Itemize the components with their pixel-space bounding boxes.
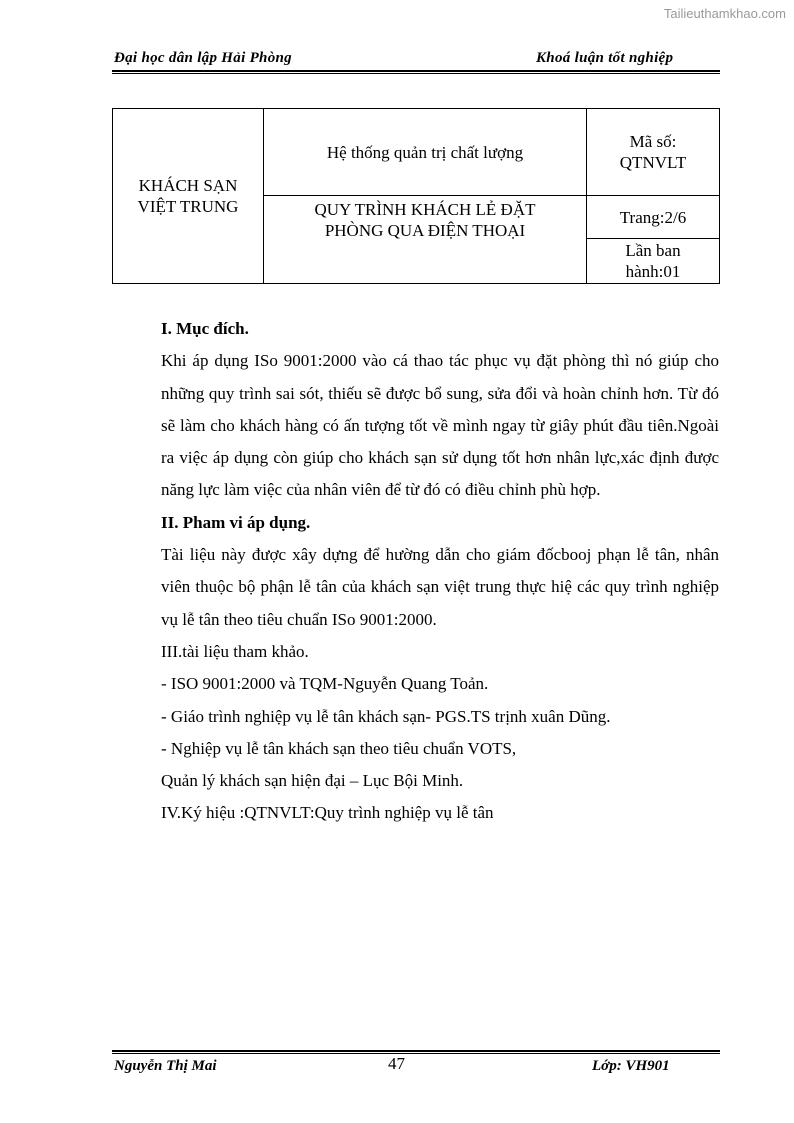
issue-line2: hành:01 (625, 262, 681, 281)
reference-item: - Giáo trình nghiệp vụ lễ tân khách sạn- PGS.TS trịnh xuân Dũng. (161, 706, 611, 726)
page-cell: Trang:2/6 (587, 196, 720, 239)
reference-item: - Nghiệp vụ lễ tân khách sạn theo tiêu chuẩn VOTS, (161, 738, 517, 758)
code-label: Mã số: (629, 132, 677, 151)
paragraph-purpose: Khi áp dụng ISo 9001:2000 vào cá thao tác phục vụ đặt phòng thì nó giúp cho những quy trình sai sót, thiếu sẽ được bổ sung, sửa đổi và hoàn chỉnh hơn. Từ đó sẽ làm cho khách hàng có ấn tượng tốt về mình ngay từ giây phút đầu tiên.Ngoài ra việc áp dụng còn giúp cho khách sạn sử dụng tốt hơn nhân lực,xác định được năng lực làm việc của nhân viên để từ đó có điều chỉnh phù hợp. (161, 351, 719, 500)
hotel-name-cell (113, 109, 264, 284)
code-value: QTNVLT (619, 153, 687, 172)
section-heading-purpose: I. Mục đích. (161, 319, 249, 338)
watermark: Tailieuthamkhao.com (663, 6, 786, 21)
footer-author: Nguyễn Thị Mai (114, 1058, 217, 1074)
document-body (113, 313, 719, 830)
code-cell (587, 109, 720, 196)
section-heading-scope: II. Pham vi áp dụng. (161, 512, 311, 532)
reference-item: Quản lý khách sạn hiện đại – Lục Bội Minh. (161, 771, 464, 791)
section-heading-symbols: IV.Ký hiệu :QTNVLT:Quy trình nghiệp vụ lễ tân (161, 803, 494, 823)
section-heading-references: III.tài liệu tham khảo. (161, 641, 309, 661)
reference-item: - ISO 9001:2000 và TQM-Nguyễn Quang Toản. (161, 674, 489, 694)
header-university: Đại học dân lập Hải Phòng (114, 50, 292, 66)
hotel-name-line1: KHÁCH SẠN (138, 176, 238, 195)
footer-rule (112, 1050, 720, 1052)
footer-page-number: 47 (388, 1054, 405, 1073)
document-control-table (112, 108, 720, 284)
header-thesis: Khoá luận tốt nghiệp (536, 50, 674, 66)
procedure-line2: PHÒNG QUA ĐIỆN THOẠI (324, 221, 526, 240)
issue-cell (587, 239, 720, 284)
footer-rule-thin (112, 1053, 720, 1054)
paragraph-scope: Tài liệu này được xây dựng để hường dẫn cho giám đốcbooj phạn lễ tân, nhân viên thuộc bộ phận lễ tân của khách sạn việt trung thực hiệ các quy trình nghiệp vụ lễ tân theo tiêu chuẩn ISo 9001:2000. (161, 545, 719, 629)
header-rule (112, 70, 720, 72)
procedure-cell (264, 196, 587, 284)
procedure-line1: QUY TRÌNH KHÁCH LẺ ĐẶT (314, 200, 536, 219)
hotel-name-line2: VIỆT TRUNG (137, 197, 239, 216)
footer-class: Lớp: VH901 (592, 1058, 670, 1074)
issue-line1: Lần ban (625, 241, 681, 260)
header-rule-thin (112, 73, 720, 74)
system-cell: Hệ thống quản trị chất lượng (264, 109, 587, 196)
